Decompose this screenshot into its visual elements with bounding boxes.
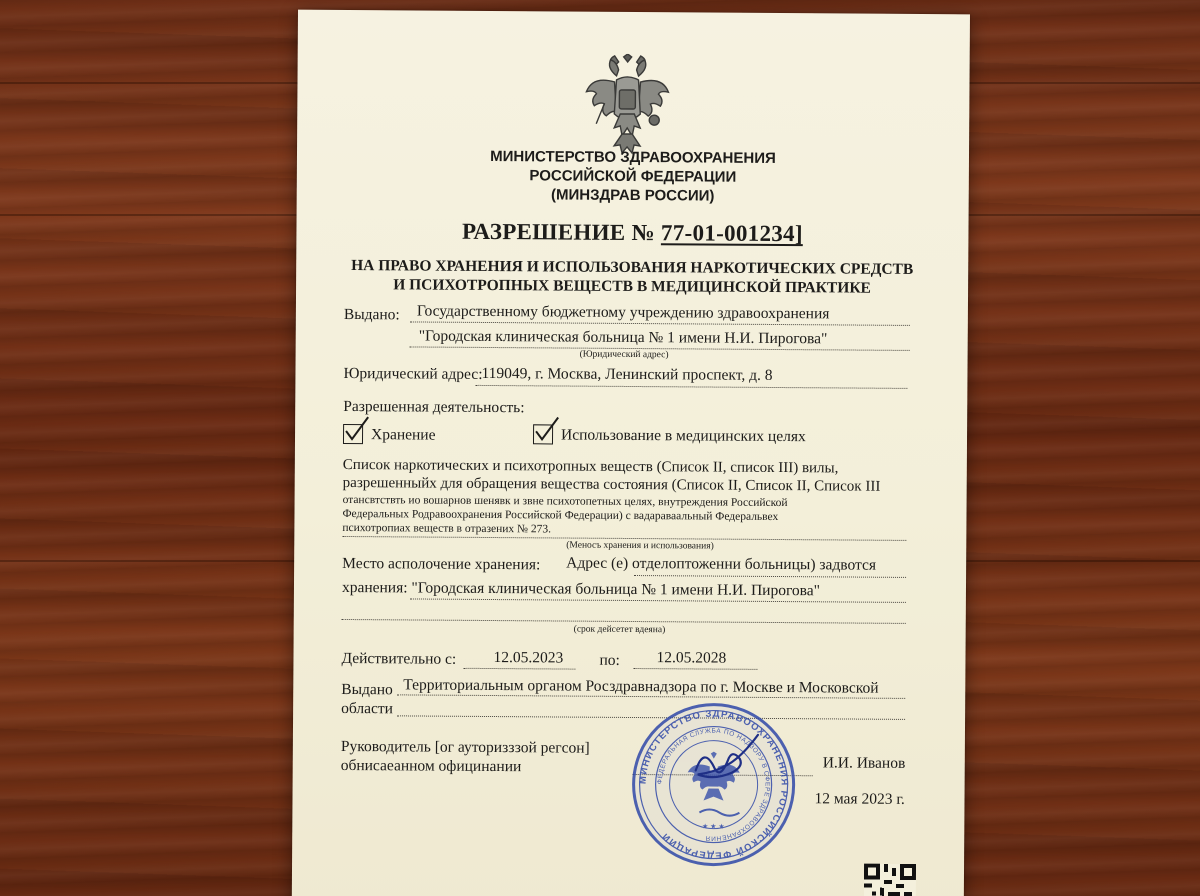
official-seal-stamp (629, 700, 798, 869)
ministry-name-line1: МИНИСТЕРСТВО ЗДРАВООХРАНЕНИЯ (490, 147, 776, 167)
storage-place-label: Место асполочение хранения: (342, 554, 541, 574)
substances-caption: (Меносъ хранения и использования) (566, 540, 714, 552)
address-value: 119049, г. Москва, Ленинский проспект, д. 8 (481, 364, 773, 384)
svg-text:★ ★ ★: ★ ★ ★ (701, 823, 725, 831)
storage-place-line2: хранения: "Городская клиническая больница № 1 имени Н.И. Пирогова" (341, 578, 821, 600)
substances-line3: отансвтствть ио вошарнов шенявк и звне психотопетных целях, внутреждения Российской (342, 493, 788, 510)
ministry-name-line2: РОССИЙСКОЙ ФЕДЕРАЦИИ (529, 167, 737, 186)
substances-line2: разрешенныйх для обращения вещества состояния (Список II, Список II, Список III (342, 474, 881, 495)
checkmark-icon (342, 415, 370, 443)
substances-line1: Список наркотических и психотропных веществ (Список II, список III) вилы, (342, 456, 839, 477)
storage-place-value: Адрес (е) отделоптоженни больницы) задвотся (566, 554, 877, 574)
permit-subtitle-line1: НА ПРАВО ХРАНЕНИЯ И ИСПОЛЬЗОВАНИЯ НАРКОТИЧЕСКИХ СРЕДСТВ (351, 257, 914, 278)
storage-checkbox[interactable] (343, 424, 363, 444)
storage-caption: (срок дейсетет вдеяна) (573, 624, 666, 636)
fill-line (463, 668, 575, 670)
permit-subtitle-line2: И ПСИХОТРОПНЫХ ВЕЩЕСТВ В МЕДИЦИНСКОЙ ПРАКТИКЕ (393, 276, 871, 297)
medical-use-checkbox[interactable] (533, 424, 553, 444)
valid-from-date: 12.05.2023 (493, 649, 564, 667)
permit-document (292, 10, 970, 896)
issued-to-label: Выдано: (343, 305, 400, 324)
issuer-label: Выдано (341, 680, 393, 699)
valid-from-label: Действительно с: (341, 649, 457, 668)
issued-to-value-line1: Государственному бюджетному учреждению здравоохранения (416, 302, 830, 323)
valid-to-label: по: (599, 651, 620, 669)
activity-label: Разрешенная деятельность: (343, 397, 525, 417)
substances-line4: Федеральных Родравоохранения Российской Федерации) с вадараваальный Федеральвех (342, 507, 779, 524)
issued-to-value-line2: "Городская клиническая больница № 1 имени Н.И. Пирогова" (418, 327, 828, 348)
fill-line (475, 385, 907, 389)
qr-code (864, 864, 916, 896)
fill-line (633, 668, 757, 670)
address-label: Юридический адрес: (343, 364, 483, 383)
checkmark-icon (532, 415, 560, 443)
fill-line (634, 575, 906, 578)
issued-to-caption: (Юридический адрес) (579, 349, 669, 361)
stamp-outer-text: МИНИСТЕРСТВО ЗДРАВООХРАНЕНИЯ РОССИЙСКОЙ ФЕДЕРАЦИИ (637, 708, 790, 861)
permit-number: 77-01-001234] (660, 220, 803, 247)
permit-subtitle (296, 256, 968, 299)
fill-line (342, 619, 906, 624)
activity-option-storage: Хранение (370, 426, 436, 444)
stamp-inner-text: ФЕДЕРАЛЬНАЯ СЛУЖБА ПО НАДЗОРУ В СФЕРЕ ЗДРАВООХРАНЕНИЯ (656, 727, 771, 842)
signature-date: 12 мая 2023 г. (814, 790, 905, 808)
double-headed-eagle-emblem-icon (584, 54, 671, 159)
valid-to-date: 12.05.2028 (656, 649, 727, 667)
permit-title (296, 218, 968, 249)
issuer-line1: Территориальным органом Росздравнадзора по г. Москве и Московской (403, 676, 879, 697)
activity-option-medical-use: Использование в медицинских целях (560, 426, 806, 446)
signatory-title-line1: Руководитель [ог ауторизззой регсон] (340, 737, 590, 757)
signatory-name: И.И. Иванов (822, 754, 906, 772)
ministry-abbreviation: (МИНЗДРАВ РОССИИ) (550, 186, 715, 205)
substances-line5: психотропиах веществ в отразених № 273. (342, 521, 552, 536)
issuer-line2: области (341, 699, 394, 718)
permit-title-prefix: РАЗРЕШЕНИЕ № (461, 218, 656, 246)
signatory-title-line2: обнисаеанном официнании (340, 756, 522, 776)
